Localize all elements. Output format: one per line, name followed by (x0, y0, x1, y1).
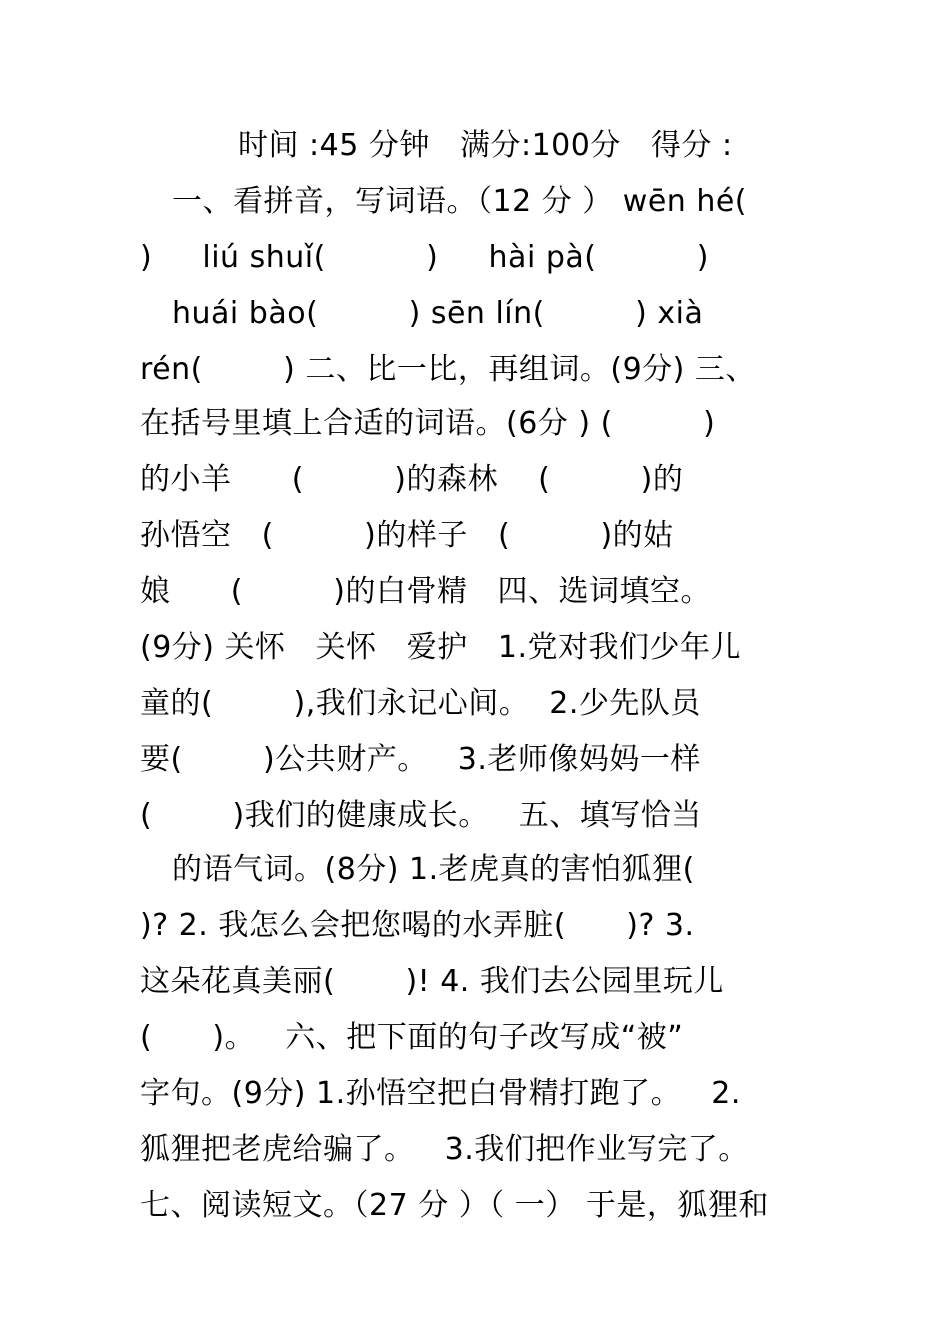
text-line: ) liú shuǐ( ) hài pà( ) (140, 240, 710, 275)
text-line: rén( ) 二、比一比，再组词。(9分) 三、 (140, 352, 756, 387)
text-line: 孙悟空 ( )的样子 ( )的姑 (140, 518, 674, 553)
text-line: 七、阅读短文。（27 分 ）（ 一） 于是，狐狸和 (140, 1188, 769, 1223)
text-line: 要( )公共财产。 3.老师像妈妈一样 (140, 742, 701, 777)
exam-header: 时间 :45 分钟 满分:100分 得分 : (238, 128, 733, 163)
section-1-heading: 一、看拼音，写词语。（12 分 ） wēn hé( (172, 184, 747, 219)
text-line: 娘 ( )的白骨精 四、选词填空。 (140, 574, 712, 609)
text-line: )? 2. 我怎么会把您喝的水弄脏( )? 3. (140, 908, 695, 943)
text-line: 的小羊 ( )的森林 ( )的 (140, 462, 684, 497)
text-line: ( )。 六、把下面的句子改写成“被” (140, 1020, 684, 1055)
text-line: 的语气词。(8分) 1.老虎真的害怕狐狸( (172, 852, 695, 887)
text-line: 在括号里填上合适的词语。(6分 ) ( ) (140, 406, 716, 441)
text-line: 字句。(9分) 1.孙悟空把白骨精打跑了。 2. (140, 1076, 741, 1111)
text-line: 这朵花真美丽( )! 4. 我们去公园里玩儿 (140, 964, 724, 999)
text-line: huái bào( ) sēn lín( ) xià (172, 296, 704, 331)
text-line: 童的( ),我们永记心间。 2.少先队员 (140, 686, 701, 721)
text-line: (9分) 关怀 关怀 爱护 1.党对我们少年儿 (140, 630, 741, 665)
text-line: ( )我们的健康成长。 五、填写恰当 (140, 798, 702, 833)
text-line: 狐狸把老虎给骗了。 3.我们把作业写完了。 (140, 1132, 749, 1167)
